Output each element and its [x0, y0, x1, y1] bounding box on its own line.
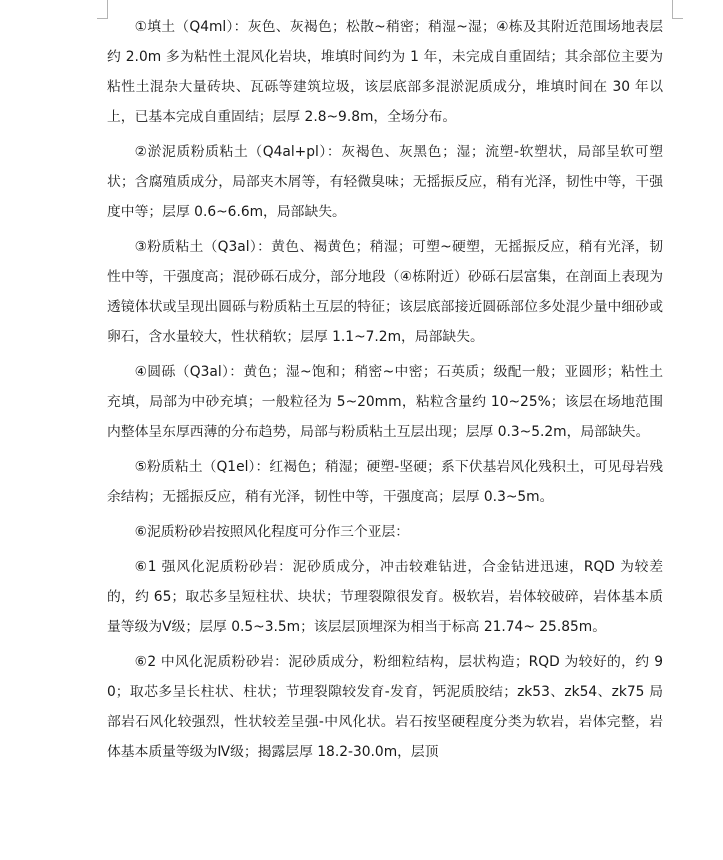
paragraph-siltstone-intro: ⑥泥质粉砂岩按照风化程度可分作三个亚层： [134, 524, 410, 540]
paragraph-round-gravel: ④圆砾（Q3al）：黄色；湿~饱和；稍密~中密；石英质；级配一般；亚圆形；粘性土充填，局部为中砂充填；一般粒径为 5~20mm，粘粒含量约 10~25%；该层在场地范围内整体呈东厚西薄的分布趋势，局部与粉质粘土互层出现；层厚 0.3~5.2m，局部缺失。 [107, 364, 663, 440]
paragraph-fill-soil: ①填土（Q4ml）：灰色、灰褐色；松散~稍密；稍湿~湿；④栋及其附近范围场地表层约 2.0m 多为粘性土混风化岩块，堆填时间约为 1 年，未完成自重固结；其余部位主要为粘性土混杂大量砖块、瓦砾等建筑垃圾，该层底部多混淤泥质成分，堆填时间在 30 年以上，已基本完成自重固结；层厚 2.8~9.8m，全场分布。 [107, 19, 663, 125]
paragraph-strongly-weathered-siltstone: ⑥1 强风化泥质粉砂岩：泥砂质成分，冲击较难钻进，合金钻进迅速，RQD 为较差的，约 65；取芯多呈短柱状、块状；节理裂隙很发育。极软岩，岩体较破碎，岩体基本质量等级为Ⅴ级；层厚 0.5~3.5m；该层层顶埋深为相当于标高 21.74~ 25.85m。 [107, 559, 663, 635]
paragraph-silty-clay-q1el: ⑤粉质粘土（Q1el）：红褐色；稍湿；硬塑-坚硬；系下伏基岩风化残积土，可见母岩残余结构；无摇振反应，稍有光泽，韧性中等，干强度高；层厚 0.3~5m。 [107, 459, 663, 505]
page-corner-mark-right [672, 0, 683, 19]
document-body [107, 12, 663, 772]
paragraph-mucky-silty-clay: ②淤泥质粉质粘土（Q4al+pl）：灰褐色、灰黑色；湿；流塑-软塑状，局部呈软可塑状；含腐殖质成分，局部夹木屑等，有轻微臭味；无摇振反应，稍有光泽，韧性中等，干强度中等；层厚 0.6~6.6m，局部缺失。 [107, 144, 663, 220]
paragraph-moderately-weathered-siltstone: ⑥2 中风化泥质粉砂岩：泥砂质成分，粉细粒结构，层状构造；RQD 为较好的，约 90；取芯多呈长柱状、柱状；节理裂隙较发育-发育，钙泥质胶结；zk53、zk54、zk75 局部岩石风化较强烈，性状较差呈强-中风化状。岩石按坚硬程度分类为软岩，岩体完整，岩体基本质量等级为Ⅳ级；揭露层厚 18.2-30.0m，层顶 [107, 654, 663, 760]
paragraph-silty-clay-q3al: ③粉质粘土（Q3al）：黄色、褐黄色；稍湿；可塑~硬塑，无摇振反应，稍有光泽，韧性中等，干强度高；混砂砾石成分，部分地段（④栋附近）砂砾石层富集，在剖面上表现为透镜体状或呈现出圆砾与粉质粘土互层的特征；该层底部接近圆砾部位多处混少量中细砂或卵石，含水量较大，性状稍软；层厚 1.1~7.2m，局部缺失。 [107, 239, 663, 345]
